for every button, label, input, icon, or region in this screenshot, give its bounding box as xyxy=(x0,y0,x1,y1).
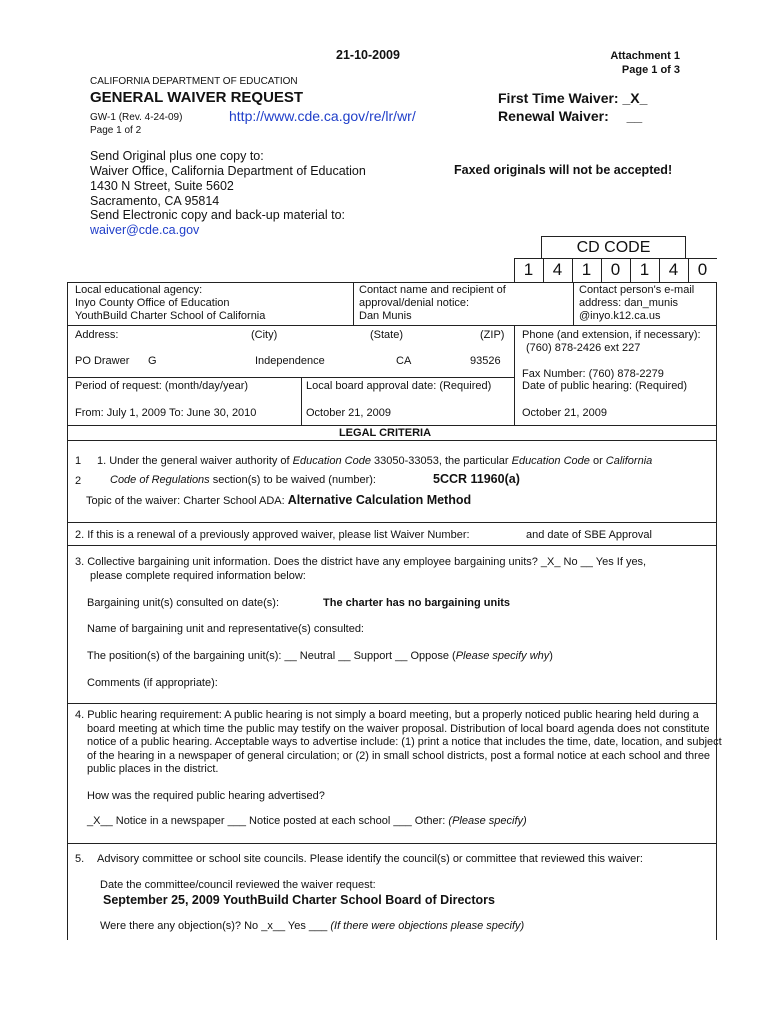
state-label: (State) xyxy=(370,329,404,341)
agency-name: Inyo County Office of Education xyxy=(75,297,230,309)
attachment-label: Attachment 1 xyxy=(610,50,680,62)
cd-digit-1: 1 xyxy=(523,260,534,279)
zip-value: 93526 xyxy=(470,355,501,367)
cd-digit-2: 4 xyxy=(552,260,563,279)
phone-value: (760) 878-2426 ext 227 xyxy=(526,342,641,354)
send-line-5: Send Electronic copy and back-up material to: xyxy=(90,208,345,222)
send-line-4: Sacramento, CA 95814 xyxy=(90,194,220,208)
period-value: From: July 1, 2009 To: June 30, 2010 xyxy=(75,407,257,419)
address-value: PO Drawer xyxy=(75,355,130,367)
bargaining-consulted-label: Bargaining unit(s) consulted on date(s): xyxy=(87,597,279,609)
cd-digit-3: 1 xyxy=(581,260,592,279)
form-code: GW-1 (Rev. 4-24-09) xyxy=(90,112,183,123)
address-value-2: G xyxy=(148,355,157,367)
renewal-waiver: Renewal Waiver: __ xyxy=(498,108,643,124)
city-label: (City) xyxy=(251,329,278,341)
contact-email: @inyo.k12.ca.us xyxy=(579,310,661,322)
period-label: Period of request: (month/day/year) xyxy=(75,380,249,392)
cd-code-label: CD CODE xyxy=(541,236,686,259)
waiver-url-link[interactable]: http://www.cde.ca.gov/re/lr/wr/ xyxy=(229,108,416,124)
bargaining-position: The position(s) of the bargaining unit(s): __ Neutral __ Support __ Oppose (Please specify why) xyxy=(87,650,553,662)
contact-label-1: Contact name and recipient of xyxy=(359,284,506,296)
hearing-date: October 21, 2009 xyxy=(522,407,608,419)
regulation-number: 5CCR 11960(a) xyxy=(433,472,520,486)
first-time-waiver: First Time Waiver: _X_ xyxy=(498,90,648,106)
item-number-5: 5. xyxy=(75,853,85,865)
board-approval-label: Local board approval date: (Required) xyxy=(306,380,492,392)
committee-review-label: Date the committee/council reviewed the waiver request: xyxy=(100,879,376,891)
contact-label-2: approval/denial notice: xyxy=(359,297,470,309)
email-label-2: address: dan_munis xyxy=(579,297,679,309)
agency-label: Local educational agency: xyxy=(75,284,203,296)
phone-label: Phone (and extension, if necessary): xyxy=(522,329,701,341)
public-hearing-requirement: 4. Public hearing requirement: A public hearing is not simply a board meeting, but a properly noticed public hearing held during a board meeting at which time the public may testify on the waiver proposal. Distribution of local board agenda does not constitute notice of a public hearing. Acceptable ways to advertise include: (1) print a notice that includes the time, date, location, and subject of the hearing in a newspaper of general circulation; or (2) in small school districts, post a formal notice at each school and three public places in the district. xyxy=(75,709,722,775)
page-count: Page 1 of 3 xyxy=(621,64,680,76)
address-label: Address: xyxy=(75,329,119,341)
contact-name: Dan Munis xyxy=(359,310,412,322)
legal-item-2: Code of Regulations section(s) to be waived (number): xyxy=(110,474,376,486)
item-number-2: 2 xyxy=(75,475,82,487)
fax-number: Fax Number: (760) 878-2279 xyxy=(522,368,664,380)
legal-item-1: 1. Under the general waiver authority of Education Code 33050-33053, the particular Education Code or California xyxy=(97,455,653,467)
legal-criteria-heading: LEGAL CRITERIA xyxy=(338,427,432,439)
city-value: Independence xyxy=(255,355,325,367)
bargaining-question-2: please complete required information below: xyxy=(90,570,306,582)
cd-digit-4: 0 xyxy=(610,260,621,279)
department-name: CALIFORNIA DEPARTMENT OF EDUCATION xyxy=(90,76,298,87)
waiver-topic: Topic of the waiver: Charter School ADA: Alternative Calculation Method xyxy=(86,493,472,507)
hearing-advertised-question: How was the required public hearing advertised? xyxy=(87,790,325,802)
send-line-2: Waiver Office, California Department of Education xyxy=(90,164,366,178)
bargaining-consulted-value: The charter has no bargaining units xyxy=(323,597,511,609)
fax-notice: Faxed originals will not be accepted! xyxy=(454,163,673,177)
sbe-approval-label: and date of SBE Approval xyxy=(526,529,652,541)
bargaining-unit-name-label: Name of bargaining unit and representative(s) consulted: xyxy=(87,623,364,635)
email-label-1: Contact person's e-mail xyxy=(579,284,695,296)
school-name: YouthBuild Charter School of California xyxy=(75,310,266,322)
renewal-question: 2. If this is a renewal of a previously approved waiver, please list Waiver Number: xyxy=(75,529,470,541)
committee-review-value: September 25, 2009 YouthBuild Charter School Board of Directors xyxy=(103,893,495,907)
state-value: CA xyxy=(396,355,412,367)
hearing-advertised-options: _X__ Notice in a newspaper ___ Notice posted at each school ___ Other: (Please specify) xyxy=(87,815,527,827)
send-line-3: 1430 N Street, Suite 5602 xyxy=(90,179,234,193)
cd-digit-5: 1 xyxy=(639,260,650,279)
form-page: Page 1 of 2 xyxy=(90,125,142,136)
document-date: 21-10-2009 xyxy=(336,48,400,62)
send-line-1: Send Original plus one copy to: xyxy=(90,149,264,163)
advisory-committee-question: Advisory committee or school site councils. Please identify the council(s) or committee that reviewed this waiver: xyxy=(97,853,643,865)
item-number-1: 1 xyxy=(75,455,82,467)
board-approval-date: October 21, 2009 xyxy=(306,407,392,419)
cd-digit-6: 4 xyxy=(668,260,679,279)
cd-digit-7: 0 xyxy=(697,260,708,279)
waiver-email-link[interactable]: waiver@cde.ca.gov xyxy=(90,223,200,237)
bargaining-question: 3. Collective bargaining unit information. Does the district have any employee bargaining units? _X_ No __ Yes If yes, xyxy=(75,556,647,568)
objections-question: Were there any objection(s)? No _x__ Yes ___ (If there were objections please specify) xyxy=(100,920,525,932)
bargaining-comments: Comments (if appropriate): xyxy=(87,677,218,689)
hearing-label: Date of public hearing: (Required) xyxy=(522,380,688,392)
zip-label: (ZIP) xyxy=(480,329,505,341)
form-title: GENERAL WAIVER REQUEST xyxy=(90,89,304,106)
